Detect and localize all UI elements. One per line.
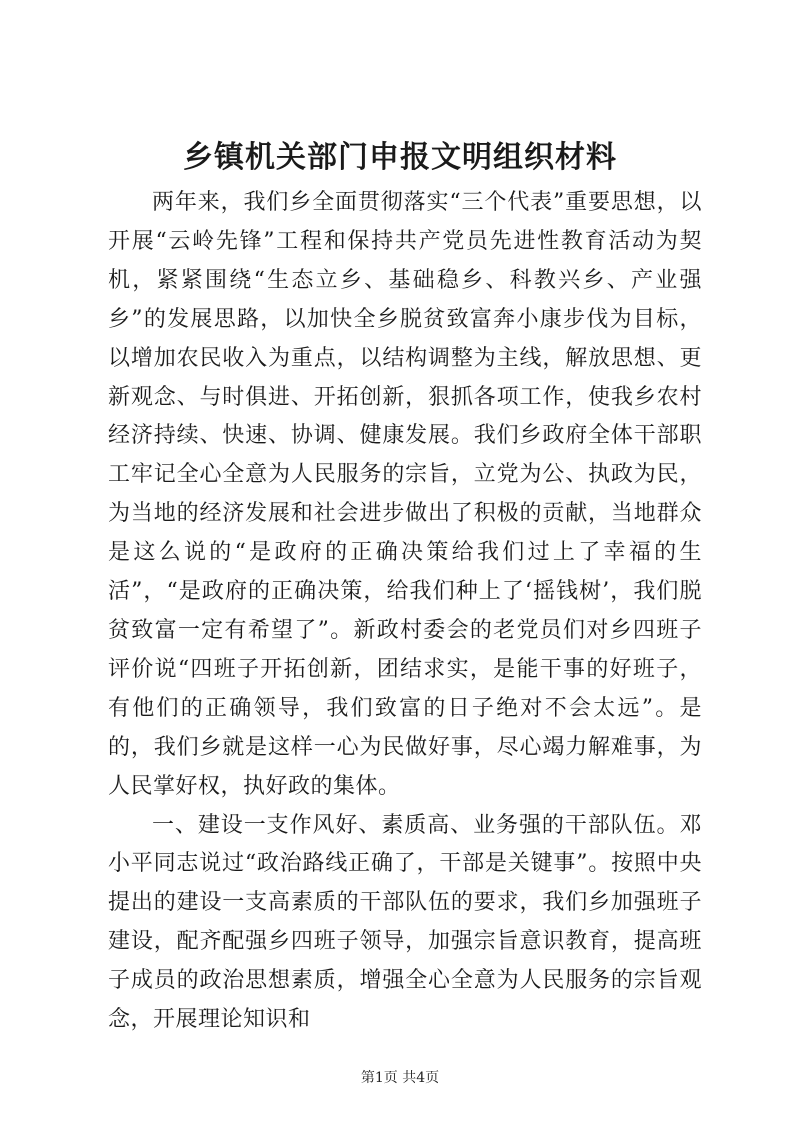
document-body (108, 184, 702, 1040)
document-title: 乡镇机关部门申报文明组织材料 (183, 140, 617, 175)
page-number-footer: 第1页 共4页 (360, 1070, 440, 1086)
paragraph-intro: 两年来，我们乡全面贯彻落实“三个代表”重要思想，以开展“云岭先锋”工程和保持共产党员先进性教育活动为契机，紧紧围绕“生态立乡、基础稳乡、科教兴乡、产业强乡”的发展思路，以加快全乡脱贫致富奔小康步伐为目标，以增加农民收入为重点，以结构调整为主线，解放思想、更新观念、与时俱进、开拓创新，狠抓各项工作，使我乡农村经济持续、快速、协调、健康发展。我们乡政府全体干部职工牢记全心全意为人民服务的宗旨，立党为公、执政为民，为当地的经济发展和社会进步做出了积极的贡献，当地群众是这么说的“是政府的正确决策给我们过上了幸福的生活”，“是政府的正确决策，给我们种上了‘摇钱树’，我们脱贫致富一定有希望了”。新政村委会的老党员们对乡四班子评价说“四班子开拓创新，团结求实，是能干事的好班子，有他们的正确领导，我们致富的日子绝对不会太远”。是的，我们乡就是这样一心为民做好事，尽心竭力解难事，为人民掌好权，执好政的集体。 (108, 190, 702, 799)
paragraph-section-one: 一、建设一支作风好、素质高、业务强的干部队伍。邓小平同志说过“政治路线正确了，干部是关键事”。按照中央提出的建设一支高素质的干部队伍的要求，我们乡加强班子建设，配齐配强乡四班子领导，加强宗旨意识教育，提高班子成员的政治思想素质，增强全心全意为人民服务的宗旨观念，开展理论知识和 (108, 812, 702, 1033)
